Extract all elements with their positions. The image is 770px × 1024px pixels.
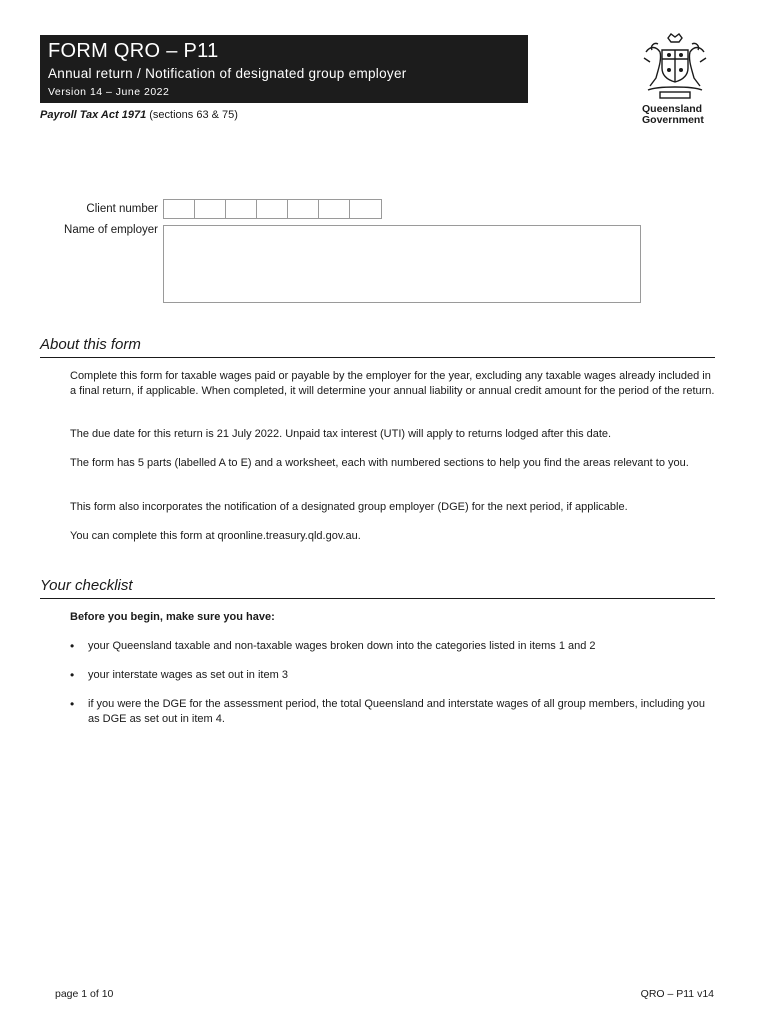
about-paragraph: The form has 5 parts (labelled A to E) and a worksheet, each with numbered sections to help you find the areas relevant to you. xyxy=(70,457,689,469)
bullet-icon: • xyxy=(70,639,75,653)
checklist-item xyxy=(70,697,715,727)
checklist-section-divider xyxy=(40,598,715,599)
client-number-digit[interactable] xyxy=(257,200,288,218)
checklist-item-text: your Queensland taxable and non-taxable wages broken down into the categories listed in items 1 and 2 xyxy=(88,640,596,652)
logo-text: Queensland Government xyxy=(642,103,704,126)
about-paragraph: Complete this form for taxable wages paid or payable by the employer for the year, excluding any taxable wages already included in a final return, if applicable. When completed, it will determine your annual liability or annual credit amount for the period of the return. xyxy=(70,370,715,397)
form-version: Version 14 – June 2022 xyxy=(48,86,170,98)
act-name: Payroll Tax Act 1971 xyxy=(40,109,147,121)
queensland-government-logo xyxy=(630,32,720,128)
form-header xyxy=(40,35,528,103)
about-paragraph: This form also incorporates the notification of a designated group employer (DGE) for the next period, if applicable. xyxy=(70,501,628,513)
client-number-digit[interactable] xyxy=(350,200,381,218)
checklist-item xyxy=(70,668,715,683)
about-section-divider xyxy=(40,357,715,358)
act-reference xyxy=(40,109,238,121)
client-number-digit[interactable] xyxy=(164,200,195,218)
client-number-label: Client number xyxy=(86,203,158,215)
client-number-digit[interactable] xyxy=(319,200,350,218)
bullet-icon: • xyxy=(70,697,75,711)
client-number-digit[interactable] xyxy=(288,200,319,218)
coat-of-arms-icon xyxy=(636,32,714,102)
client-number-field[interactable] xyxy=(163,199,382,219)
bullet-icon: • xyxy=(70,668,75,682)
checklist-section-title: Your checklist xyxy=(40,577,133,594)
form-subtitle: Annual return / Notification of designated group employer xyxy=(48,66,407,81)
page-number: page 1 of 10 xyxy=(55,988,114,1000)
about-paragraph: You can complete this form at qroonline.treasury.qld.gov.au. xyxy=(70,530,361,542)
act-sections: (sections 63 & 75) xyxy=(149,109,238,121)
checklist-item-text: if you were the DGE for the assessment period, the total Queensland and interstate wages of all group members, including you as DGE as set out in item 4. xyxy=(88,698,705,725)
form-title: FORM QRO – P11 xyxy=(48,40,219,62)
form-code: QRO – P11 v14 xyxy=(640,988,714,1000)
checklist-item-text: your interstate wages as set out in item 3 xyxy=(88,669,288,681)
employer-name-label: Name of employer xyxy=(64,224,158,236)
checklist-item xyxy=(70,639,715,654)
client-number-digit[interactable] xyxy=(195,200,226,218)
checklist-intro: Before you begin, make sure you have: xyxy=(70,611,275,623)
about-paragraph: The due date for this return is 21 July 2022. Unpaid tax interest (UTI) will apply to returns lodged after this date. xyxy=(70,428,612,440)
employer-name-field[interactable] xyxy=(163,225,641,303)
client-number-digit[interactable] xyxy=(226,200,257,218)
about-section-title: About this form xyxy=(40,336,141,353)
